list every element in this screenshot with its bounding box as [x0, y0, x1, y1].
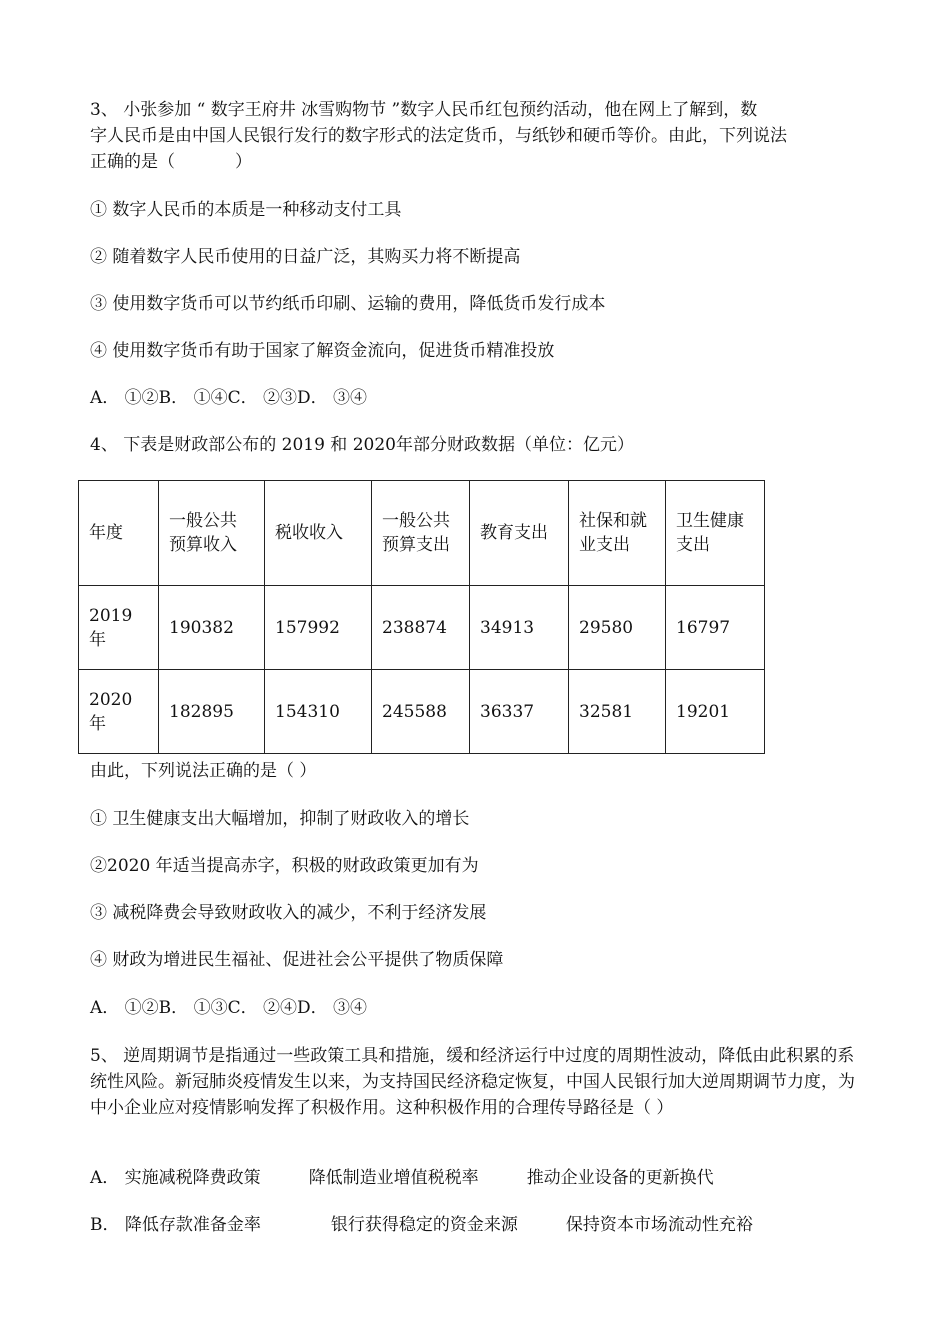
- table-cell: 16797: [666, 586, 765, 670]
- q4-option-3: ③ 减税降费会导致财政收入的减少，不利于经济发展: [90, 903, 487, 923]
- table-cell: 34913: [470, 586, 569, 670]
- q5-option-b-step-1: B． 降低存款准备金率: [90, 1215, 261, 1235]
- q5-option-a-step-3: 推动企业设备的更新换代: [526, 1168, 714, 1188]
- header-cell-public-expenditure: 一般公共 预算支出: [372, 481, 470, 586]
- q3-option-4: ④ 使用数字货币有助于国家了解资金流向，促进货币精准投放: [90, 341, 555, 361]
- header-cell-year: 年度: [79, 481, 159, 586]
- q4-option-1: ① 卫生健康支出大幅增加，抑制了财政收入的增长: [90, 809, 470, 829]
- q5-option-a-step-2: 降低制造业增值税税率: [308, 1168, 479, 1188]
- table-header-row: [79, 481, 765, 586]
- q5-option-b-step-2: 银行获得稳定的资金来源: [330, 1215, 518, 1235]
- q4-choices: A． ①②B． ①③C． ②④D． ③④: [90, 998, 368, 1018]
- table-row: [79, 670, 765, 754]
- q4-option-2: ②2020 年适当提高赤字，积极的财政政策更加有为: [90, 856, 479, 876]
- header-cell-health: 卫生健康 支出: [666, 481, 765, 586]
- q3-option-1: ① 数字人民币的本质是一种移动支付工具: [90, 200, 402, 220]
- q5-option-a: [90, 1166, 714, 1190]
- table-cell: 182895: [159, 670, 265, 754]
- q3-stem-line-1: 3、 小张参加 “ 数字王府井 冰雪购物节 ”数字人民币红包预约活动，他在网上了解到，数: [90, 100, 758, 120]
- q3-option-2: ② 随着数字人民币使用的日益广泛，其购买力将不断提高: [90, 247, 521, 267]
- q5-option-a-step-1: A． 实施减税降费政策: [90, 1168, 261, 1188]
- q4-question: 由此，下列说法正确的是（ ）: [90, 761, 317, 781]
- table-cell: 19201: [666, 670, 765, 754]
- q4-stem: 4、 下表是财政部公布的 2019 和 2020年部分财政数据（单位：亿元）: [90, 435, 634, 455]
- table-row: [79, 586, 765, 670]
- table-cell: 157992: [265, 586, 372, 670]
- table-cell: 29580: [569, 586, 666, 670]
- q3-stem-suffix: ）: [235, 152, 252, 172]
- q3-option-3: ③ 使用数字货币可以节约纸币印刷、运输的费用，降低货币发行成本: [90, 294, 606, 314]
- q3-stem-prefix: 正确的是（: [90, 152, 175, 172]
- table-cell: 190382: [159, 586, 265, 670]
- q4-option-4: ④ 财政为增进民生福祉、促进社会公平提供了物质保障: [90, 950, 504, 970]
- table-cell: 154310: [265, 670, 372, 754]
- header-cell-social-security: 社保和就 业支出: [569, 481, 666, 586]
- q3-stem-line-2: 字人民币是由中国人民银行发行的数字形式的法定货币，与纸钞和硬币等价。由此，下列说法: [90, 126, 787, 146]
- header-cell-education: 教育支出: [470, 481, 569, 586]
- finance-data-table: [78, 480, 765, 754]
- q3-choices: A． ①②B． ①④C． ②③D． ③④: [90, 388, 368, 408]
- q5-option-b-step-3: 保持资本市场流动性充裕: [565, 1215, 753, 1235]
- q5-option-b: [90, 1213, 753, 1237]
- header-cell-tax-revenue: 税收收入: [265, 481, 372, 586]
- year-cell: 2020 年: [79, 670, 159, 754]
- table-cell: 36337: [470, 670, 569, 754]
- table-cell: 245588: [372, 670, 470, 754]
- year-cell: 2019 年: [79, 586, 159, 670]
- q5-stem: 5、 逆周期调节是指通过一些政策工具和措施，缓和经济运行中过度的周期性波动，降低由此积累的系统性风险。新冠肺炎疫情发生以来，为支持国民经济稳定恢复，中国人民银行加大逆周期调节力度，为中小企业应对疫情影响发挥了积极作用。这种积极作用的合理传导路径是（ ）: [90, 1046, 855, 1118]
- table-cell: 32581: [569, 670, 666, 754]
- table-cell: 238874: [372, 586, 470, 670]
- q3-stem-line-3: [90, 150, 252, 174]
- header-cell-public-revenue: 一般公共 预算收入: [159, 481, 265, 586]
